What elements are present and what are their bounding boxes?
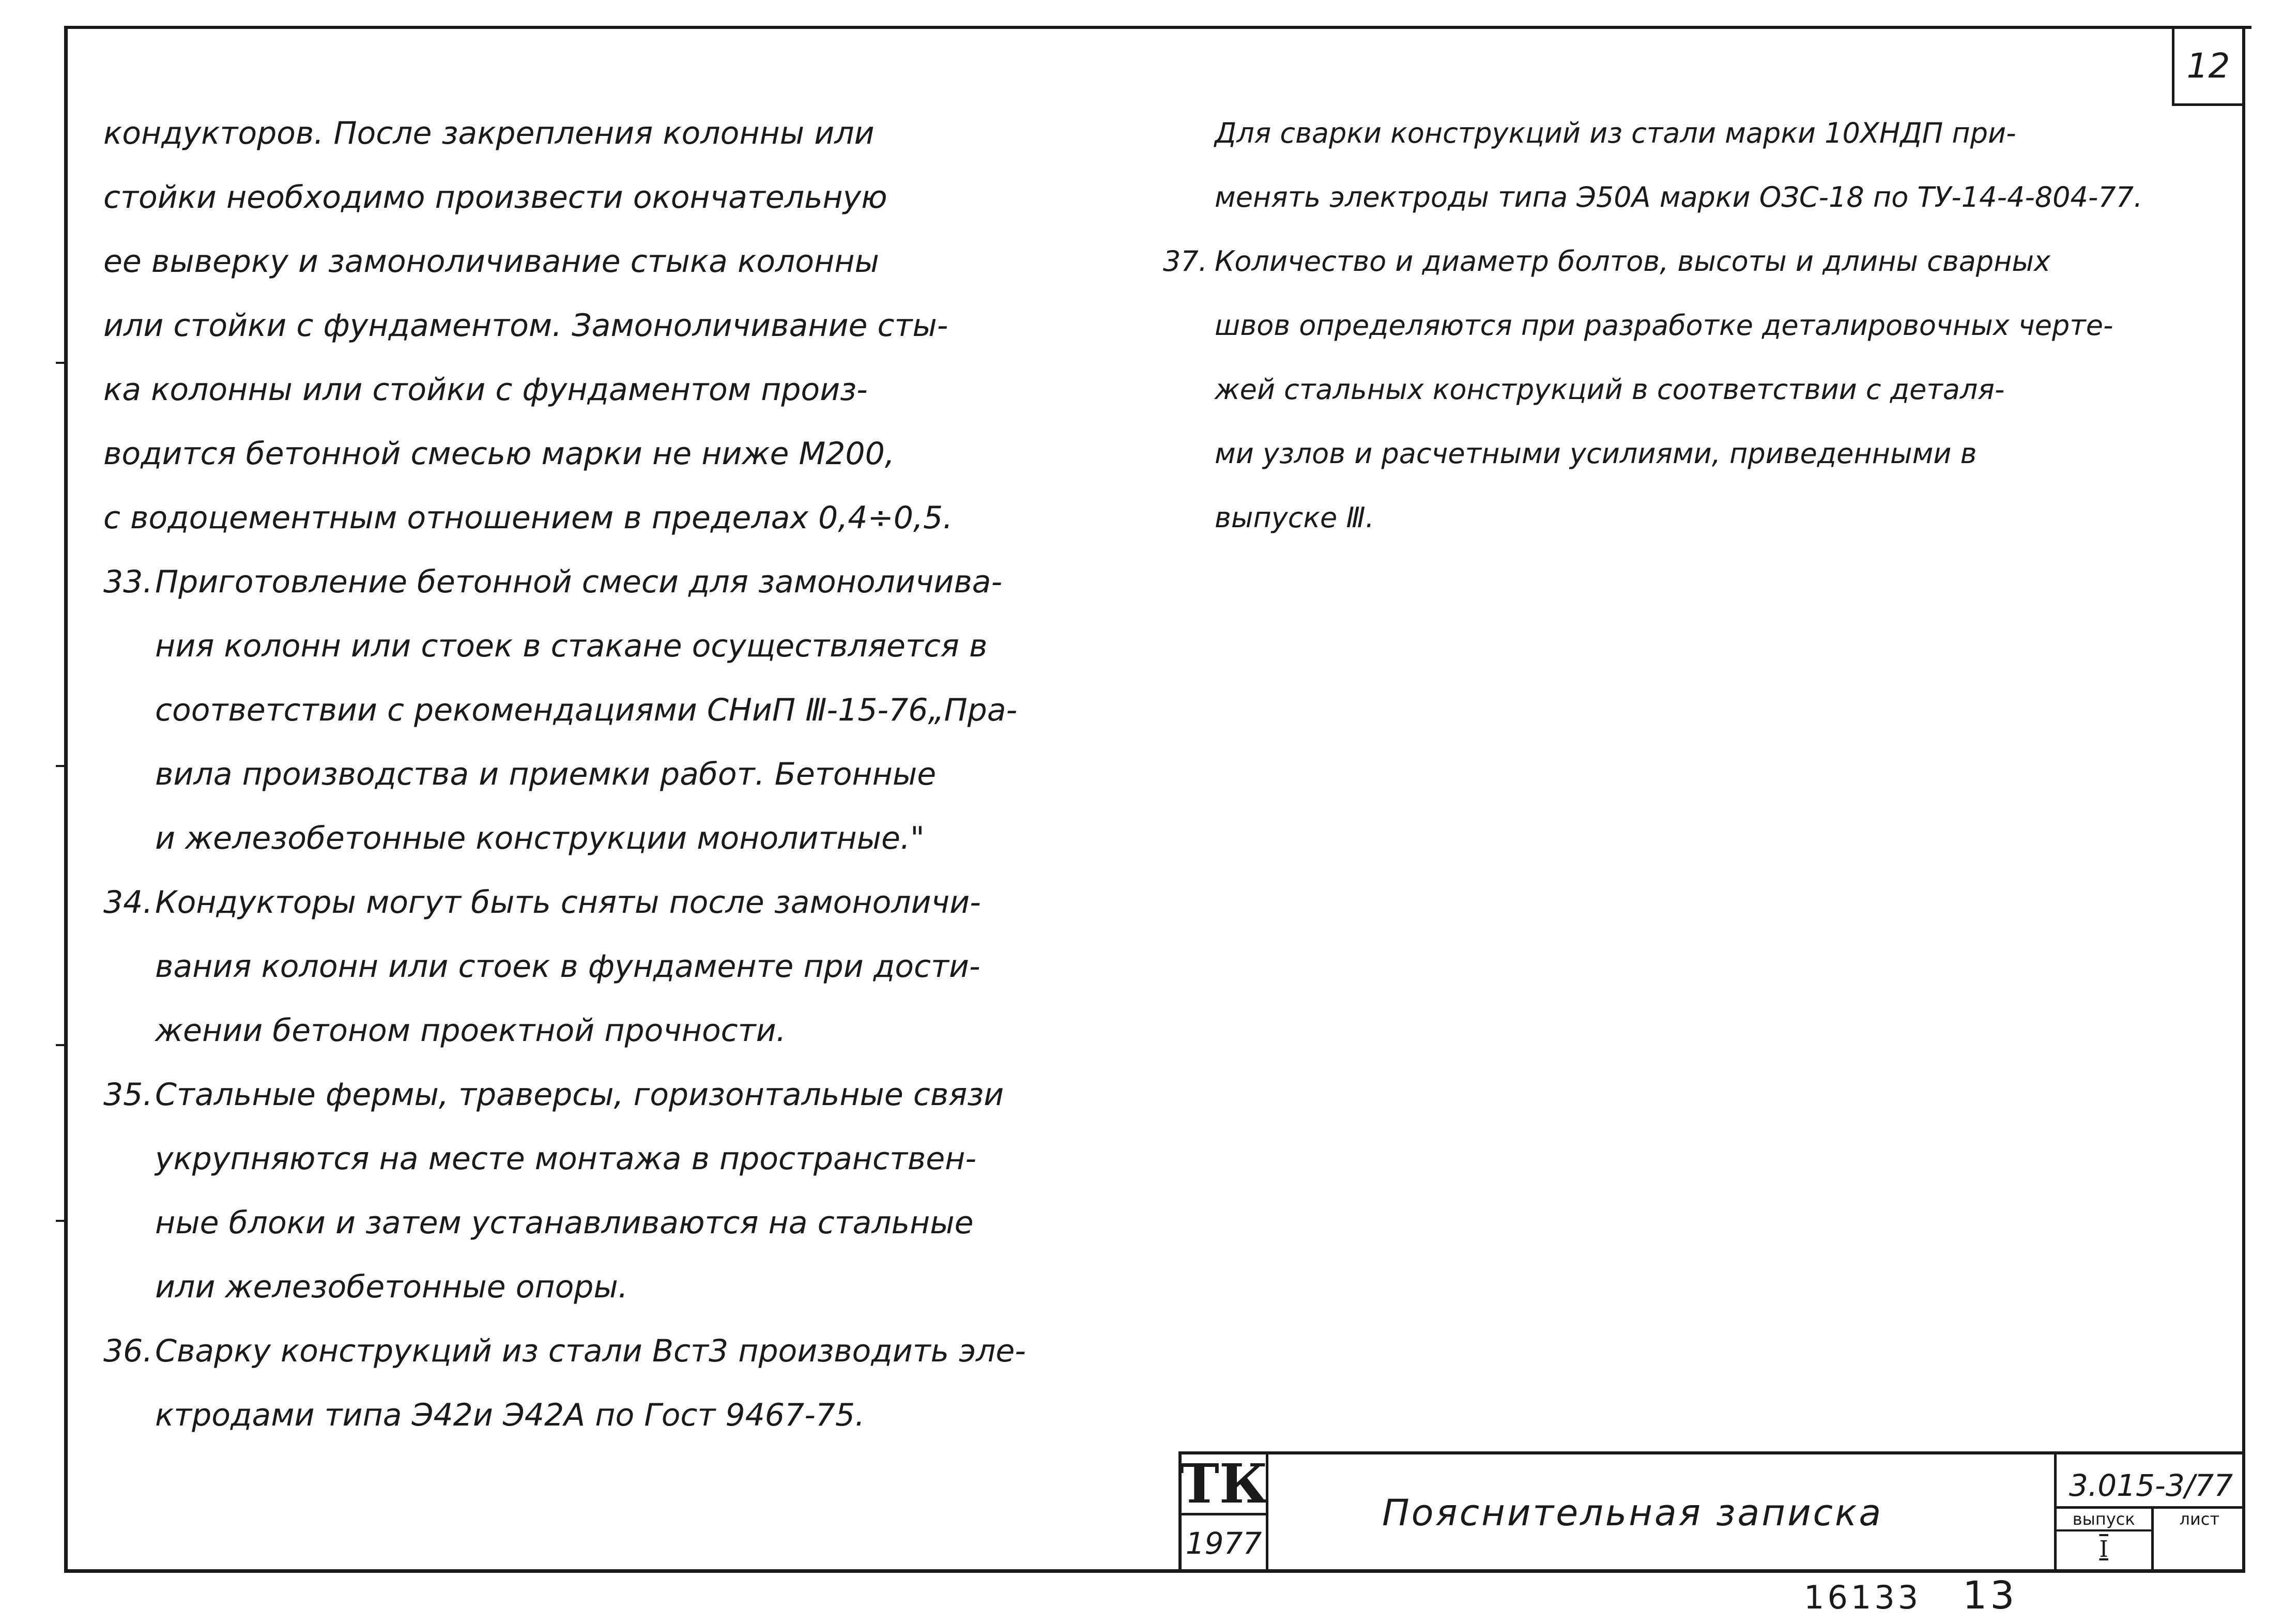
text-line <box>103 742 1137 806</box>
line-text: швов определяются при разработке деталировочных черте- <box>1215 309 2113 342</box>
text-line <box>103 806 1137 870</box>
text-line <box>1163 165 2238 229</box>
line-text: вания колонн или стоек в фундаменте при дости- <box>155 948 980 985</box>
line-text: ми узлов и расчетными усилиями, приведенными в <box>1215 437 1977 470</box>
frame-top-border <box>64 26 2251 29</box>
line-text: ее выверку и замоноличивание стыка колонны <box>103 243 879 280</box>
text-line <box>103 678 1137 742</box>
line-text: Для сварки конструкций из стали марки 10ХНДП при- <box>1215 117 2016 149</box>
right-text-column <box>1163 101 2238 550</box>
margin-tick <box>56 1044 65 1046</box>
line-text: менять электроды типа Э50А марки ОЗС-18 по ТУ-14-4-804-77. <box>1215 181 2143 213</box>
item-number: 36. <box>103 1333 153 1369</box>
line-text: выпуске Ⅲ. <box>1215 501 1374 534</box>
margin-tick <box>56 1220 65 1222</box>
text-line <box>1163 422 2238 486</box>
line-text: ка колонны или стойки с фундаментом произ- <box>103 372 868 408</box>
bottom-stamp <box>1804 1573 2017 1618</box>
text-line <box>103 165 1137 229</box>
text-line <box>103 358 1137 422</box>
text-line <box>103 1255 1137 1319</box>
line-text: вила производства и приемки работ. Бетонные <box>155 756 937 792</box>
line-text: и железобетонные конструкции монолитные." <box>155 820 925 856</box>
line-text: ктродами типа Э42и Э42А по Гост 9467-75. <box>155 1397 865 1433</box>
text-line <box>103 486 1137 550</box>
text-line <box>103 294 1137 358</box>
sheet-cell <box>2151 1509 2246 1571</box>
text-line <box>103 550 1137 614</box>
line-text: жей стальных конструкций в соответствии с деталя- <box>1215 373 2005 406</box>
line-text: стойки необходимо произвести окончательную <box>103 179 887 216</box>
text-line <box>103 870 1137 934</box>
title-block-reference <box>2054 1454 2245 1571</box>
line-text: Количество и диаметр болтов, высоты и длины сварных <box>1215 245 2050 278</box>
title-block-logo <box>1179 1452 1268 1571</box>
issue-value: I <box>2099 1536 2108 1562</box>
margin-tick <box>56 362 65 364</box>
item-number: 37. <box>1163 245 1207 278</box>
text-line <box>103 101 1137 165</box>
document-code: 3.015-3/77 <box>2069 1468 2233 1503</box>
text-line <box>103 1063 1137 1127</box>
line-text: кондукторов. После закрепления колонны или <box>103 115 875 151</box>
line-text: ные блоки и затем устанавливаются на стальные <box>155 1205 974 1241</box>
line-text: жении бетоном проектной прочности. <box>155 1013 786 1049</box>
text-line <box>103 1191 1137 1255</box>
issue-sheet-cells <box>2057 1506 2245 1571</box>
title-block <box>1178 1451 2245 1571</box>
text-line <box>1163 101 2238 165</box>
text-line <box>1163 294 2238 358</box>
text-line <box>103 422 1137 486</box>
line-text: Кондукторы могут быть сняты после замоноличи- <box>155 884 981 921</box>
text-line <box>1163 358 2238 422</box>
line-text: Сварку конструкций из стали Вст3 производить эле- <box>155 1333 1026 1369</box>
line-text: Приготовление бетонной смеси для замоноличива- <box>155 564 1003 600</box>
sheet-number-box <box>2172 28 2242 106</box>
inventory-number: 16133 <box>1804 1579 1922 1616</box>
text-line <box>1163 486 2238 550</box>
item-number: 34. <box>103 884 153 921</box>
line-text: или стойки с фундаментом. Замоноличивание сты- <box>103 308 948 344</box>
line-text: укрупняются на месте монтажа в пространствен- <box>155 1141 977 1177</box>
item-number: 33. <box>103 564 153 600</box>
sheet-number: 12 <box>2186 46 2230 86</box>
sheet-label: лист <box>2179 1509 2219 1529</box>
line-text: с водоцементным отношением в пределах 0,4÷0,5. <box>103 500 953 536</box>
text-line <box>103 229 1137 294</box>
left-text-column <box>103 101 1137 1447</box>
issue-label: выпуск <box>2057 1509 2151 1531</box>
logo-mark: ТК <box>1179 1452 1268 1515</box>
text-line <box>103 1319 1137 1383</box>
item-number: 35. <box>103 1077 153 1113</box>
margin-tick <box>56 765 65 767</box>
line-text: водится бетонной смесью марки не ниже М200, <box>103 436 895 472</box>
text-line <box>103 1127 1137 1191</box>
line-text: ния колонн или стоек в стакане осуществляется в <box>155 628 988 664</box>
text-line <box>103 1383 1137 1447</box>
frame-right-border <box>2242 26 2245 1571</box>
line-text: Стальные фермы, траверсы, горизонтальные связи <box>155 1077 1004 1113</box>
text-line <box>1163 229 2238 294</box>
text-line <box>103 614 1137 678</box>
line-text: соответствии с рекомендациями СНиП Ⅲ-15-76„Пра- <box>155 692 1018 728</box>
page-number: 13 <box>1963 1573 2018 1618</box>
text-line <box>103 934 1137 999</box>
document-title: Пояснительная записка <box>1382 1492 1883 1534</box>
line-text: или железобетонные опоры. <box>155 1269 628 1305</box>
logo-year: 1977 <box>1185 1526 1262 1561</box>
frame-left-border <box>64 26 68 1571</box>
issue-cell <box>2057 1509 2151 1571</box>
text-line <box>103 999 1137 1063</box>
